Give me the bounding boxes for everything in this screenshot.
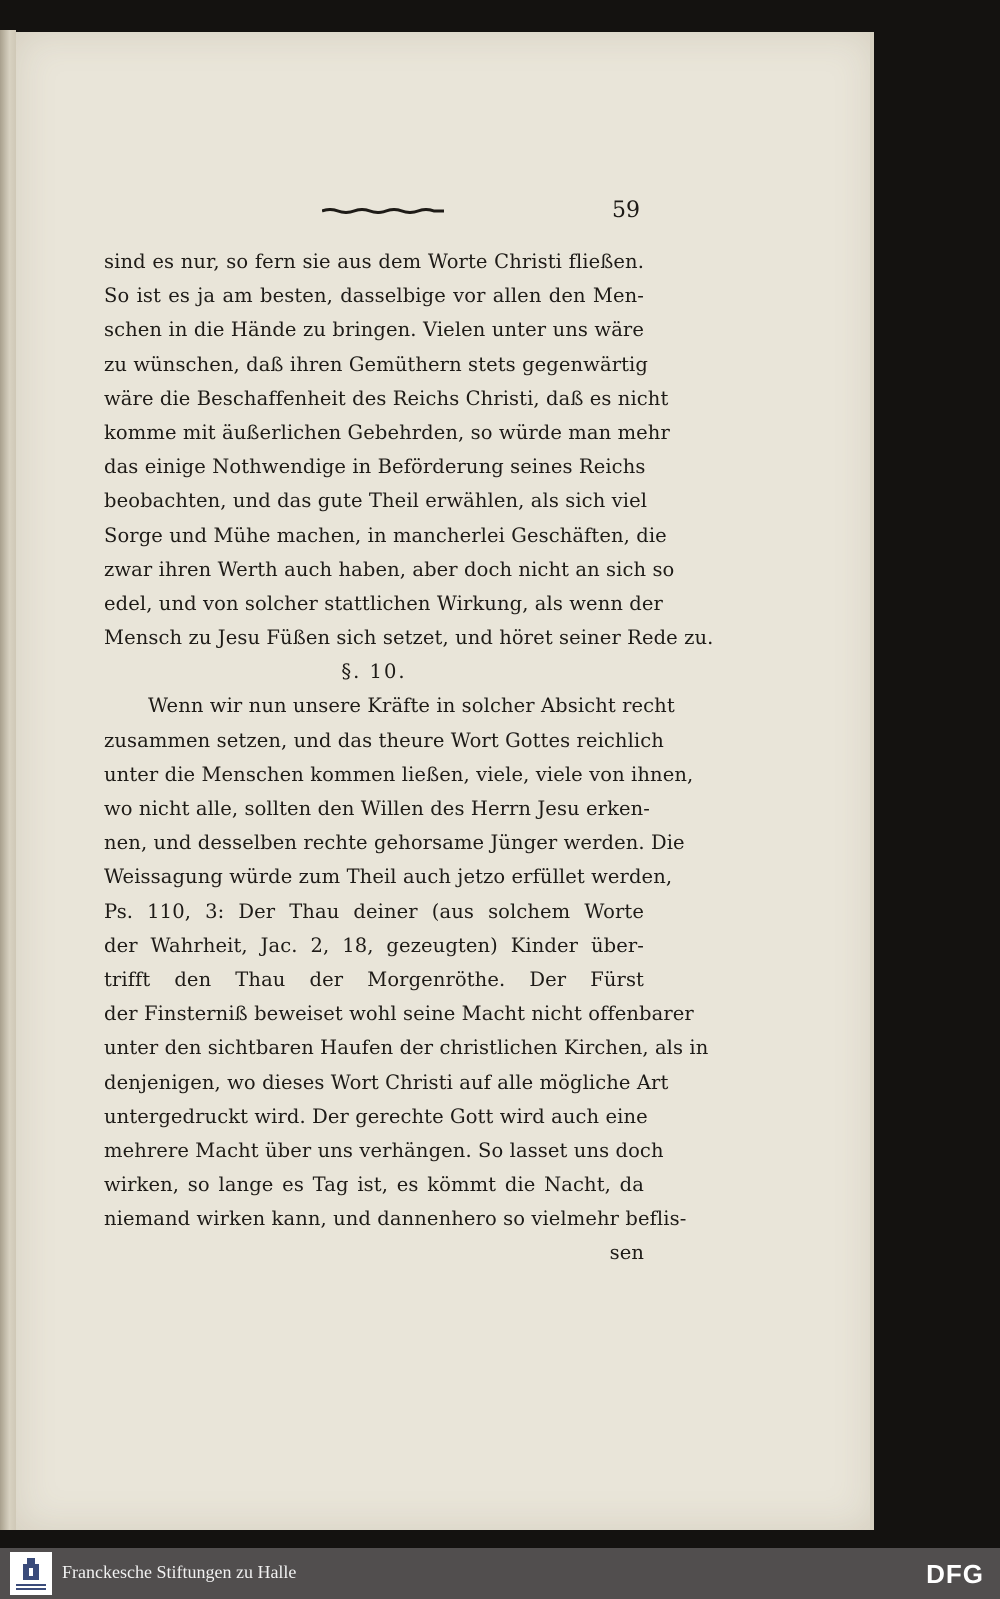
text-line: So ist es ja am besten, dasselbige vor allen den Men-: [104, 284, 644, 308]
dfg-logo[interactable]: DFG: [926, 1559, 984, 1589]
text-line: mehrere Macht über uns verhängen. So lasset uns doch: [104, 1138, 664, 1162]
text-line: wo nicht alle, sollten den Willen des Herrn Jesu erken-: [104, 797, 650, 820]
text-line: das einige Nothwendige in Beförderung seines Reichs: [104, 455, 646, 479]
text-line: Sorge und Mühe machen, in mancherlei Geschäften, die: [104, 523, 667, 547]
text-line: komme mit äußerlichen Gebehrden, so würde man mehr: [104, 420, 670, 444]
text-line: Wenn wir nun unsere Kräfte in solcher Absicht recht: [148, 694, 675, 718]
text-line: untergedruckt wird. Der gerechte Gott wird auch eine: [104, 1104, 648, 1128]
text-line: Mensch zu Jesu Füßen sich setzet, und höret seiner Rede zu.: [104, 626, 714, 650]
text-line: der Wahrheit, Jac. 2, 18, gezeugten) Kinder über-: [104, 933, 644, 957]
page-edge: [870, 32, 874, 1530]
franckesche-stiftungen-logo-icon[interactable]: [10, 1552, 52, 1595]
text-line: zwar ihren Werth auch haben, aber doch nicht an sich so: [104, 557, 675, 581]
ornament-rule-icon: [322, 208, 444, 214]
text-line: zusammen setzen, und das theure Wort Gottes reichlich: [104, 728, 664, 752]
text-line: niemand wirken kann, und dannenhero so vielmehr beflis-: [104, 1207, 687, 1231]
previous-page-edge: [0, 30, 16, 1530]
text-line: wäre die Beschaffenheit des Reichs Christi, daß es nicht: [104, 386, 669, 410]
page-body-text: [104, 245, 714, 1271]
text-line: zu wünschen, daß ihren Gemüthern stets gegenwärtig: [104, 352, 648, 376]
text-line: denjenigen, wo dieses Wort Christi auf alle mögliche Art: [104, 1070, 669, 1094]
viewer-footer: [0, 1548, 1000, 1599]
text-line: unter die Menschen kommen ließen, viele, viele von ihnen,: [104, 762, 694, 786]
text-line: Ps. 110, 3: Der Thau deiner (aus solchem Worte: [104, 899, 644, 923]
text-line: nen, und desselben rechte gehorsame Jünger werden. Die: [104, 831, 685, 855]
text-line: schen in die Hände zu bringen. Vielen unter uns wäre: [104, 318, 644, 342]
text-line: edel, und von solcher stattlichen Wirkung, als wenn der: [104, 591, 663, 615]
text-line: wirken, so lange es Tag ist, es kömmt die Nacht, da: [104, 1173, 644, 1197]
text-line: der Finsterniß beweiset wohl seine Macht nicht offenbarer: [104, 1002, 694, 1026]
section-heading: §. 10.: [341, 660, 407, 684]
text-line: unter den sichtbaren Haufen der christlichen Kirchen, als in: [104, 1036, 709, 1060]
text-line: beobachten, und das gute Theil erwählen, als sich viel: [104, 489, 648, 513]
text-line: trifft den Thau der Morgenröthe. Der Fürst: [104, 967, 644, 991]
institution-name-link[interactable]: Franckesche Stiftungen zu Halle: [62, 1562, 297, 1582]
page-number: 59: [612, 198, 640, 223]
text-line: sind es nur, so fern sie aus dem Worte Christi fließen.: [104, 250, 644, 273]
catchword: sen: [609, 1241, 644, 1265]
text-line: Weissagung würde zum Theil auch jetzo erfüllet werden,: [104, 865, 673, 889]
